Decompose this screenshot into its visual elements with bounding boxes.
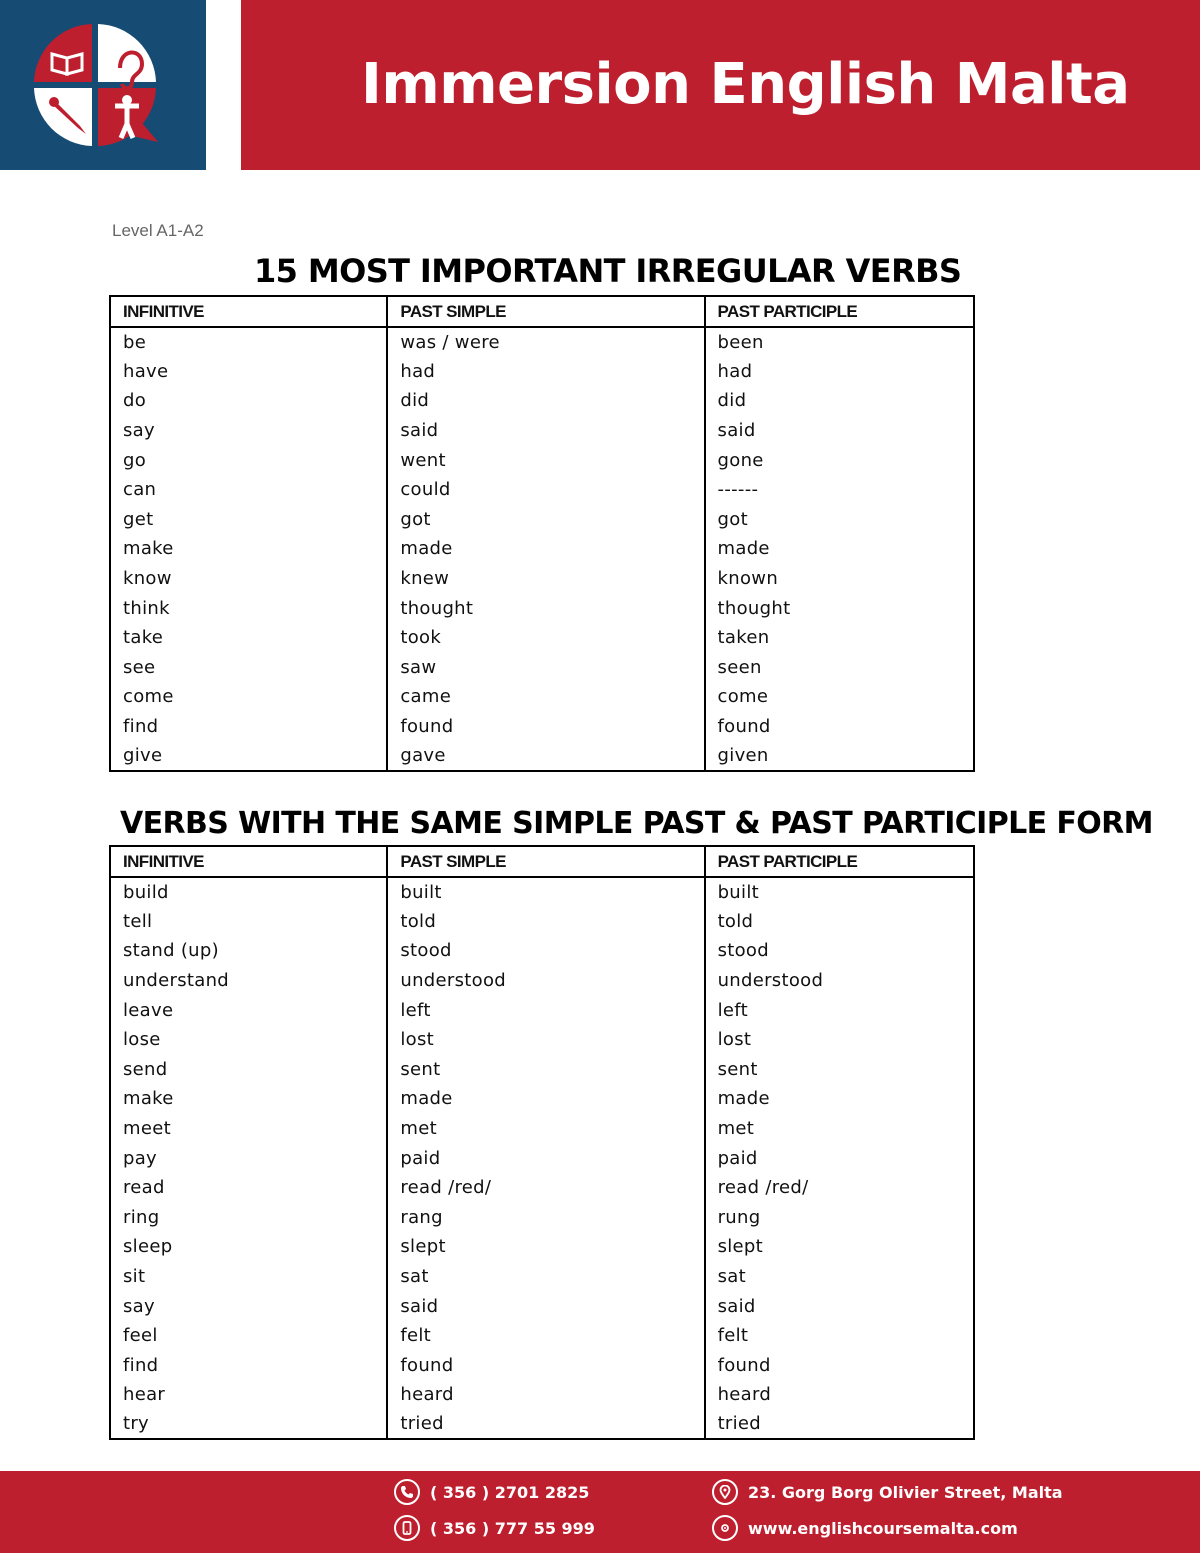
past-participle-cell: seen	[705, 653, 974, 683]
past-simple-cell: read /red/	[387, 1173, 704, 1203]
table-row	[110, 1055, 974, 1085]
past-simple-cell: went	[387, 445, 704, 475]
past-participle-cell: heard	[705, 1380, 974, 1410]
past-simple-cell: gave	[387, 741, 704, 771]
past-participle-cell: said	[705, 416, 974, 446]
footer-mobile	[394, 1515, 595, 1541]
past-participle-cell: got	[705, 505, 974, 535]
past-simple-cell: thought	[387, 593, 704, 623]
infinitive-cell: leave	[110, 995, 387, 1025]
footer	[0, 1471, 1200, 1553]
past-simple-cell: said	[387, 416, 704, 446]
infinitive-cell: send	[110, 1055, 387, 1085]
past-participle-cell: found	[705, 712, 974, 742]
past-simple-cell: slept	[387, 1232, 704, 1262]
table-row	[110, 995, 974, 1025]
infinitive-cell: make	[110, 1084, 387, 1114]
past-participle-cell: did	[705, 386, 974, 416]
infinitive-cell: sleep	[110, 1232, 387, 1262]
past-participle-cell: stood	[705, 936, 974, 966]
table-row	[110, 1380, 974, 1410]
infinitive-cell: say	[110, 1291, 387, 1321]
logo-box	[0, 0, 206, 170]
infinitive-cell: find	[110, 712, 387, 742]
past-participle-cell: known	[705, 564, 974, 594]
section1-title: 15 MOST IMPORTANT IRREGULAR VERBS	[254, 252, 962, 290]
brand-title: Immersion English Malta	[361, 52, 1130, 117]
past-simple-cell: tried	[387, 1410, 704, 1440]
table-row	[110, 623, 974, 653]
past-participle-cell: had	[705, 357, 974, 387]
footer-phone	[394, 1479, 589, 1505]
table-row	[110, 907, 974, 937]
past-simple-cell: lost	[387, 1025, 704, 1055]
past-simple-cell: built	[387, 877, 704, 907]
infinitive-cell: see	[110, 653, 387, 683]
table-row	[110, 1114, 974, 1144]
table-row	[110, 1232, 974, 1262]
past-participle-cell: gone	[705, 445, 974, 475]
globe-icon	[712, 1515, 738, 1541]
past-participle-cell: paid	[705, 1143, 974, 1173]
table-row	[110, 1321, 974, 1351]
past-participle-cell: made	[705, 534, 974, 564]
table-row	[110, 1143, 974, 1173]
past-participle-cell: slept	[705, 1232, 974, 1262]
past-simple-cell: sat	[387, 1262, 704, 1292]
past-simple-cell: came	[387, 682, 704, 712]
header-banner	[241, 0, 1200, 170]
table-row	[110, 327, 974, 357]
past-participle-cell: taken	[705, 623, 974, 653]
past-participle-cell: rung	[705, 1203, 974, 1233]
table-row	[110, 1262, 974, 1292]
infinitive-cell: give	[110, 741, 387, 771]
footer-address	[712, 1479, 1063, 1505]
past-participle-cell: read /red/	[705, 1173, 974, 1203]
level-label: Level A1-A2	[112, 221, 204, 240]
table-row	[110, 877, 974, 907]
past-simple-cell: left	[387, 995, 704, 1025]
table-row	[110, 475, 974, 505]
table-row	[110, 445, 974, 475]
infinitive-cell: go	[110, 445, 387, 475]
past-participle-cell: understood	[705, 966, 974, 996]
column-header-infinitive: INFINITIVE	[110, 846, 387, 877]
past-participle-cell: built	[705, 877, 974, 907]
table-row	[110, 416, 974, 446]
past-simple-cell: understood	[387, 966, 704, 996]
infinitive-cell: make	[110, 534, 387, 564]
infinitive-cell: ring	[110, 1203, 387, 1233]
past-participle-cell: met	[705, 1114, 974, 1144]
past-simple-cell: did	[387, 386, 704, 416]
past-participle-cell: come	[705, 682, 974, 712]
table-row	[110, 1203, 974, 1233]
table-row	[110, 712, 974, 742]
infinitive-cell: have	[110, 357, 387, 387]
past-simple-cell: could	[387, 475, 704, 505]
table-row	[110, 505, 974, 535]
past-simple-cell: made	[387, 1084, 704, 1114]
past-participle-cell: tried	[705, 1410, 974, 1440]
table-row	[110, 593, 974, 623]
table-row	[110, 936, 974, 966]
table-row	[110, 534, 974, 564]
table-row	[110, 1025, 974, 1055]
irregular-verbs-table	[109, 295, 975, 772]
infinitive-cell: lose	[110, 1025, 387, 1055]
past-simple-cell: knew	[387, 564, 704, 594]
past-simple-cell: stood	[387, 936, 704, 966]
past-participle-cell: left	[705, 995, 974, 1025]
past-simple-cell: told	[387, 907, 704, 937]
table-body	[110, 877, 974, 1439]
infinitive-cell: sit	[110, 1262, 387, 1292]
phone-icon	[394, 1479, 420, 1505]
address-text: 23. Gorg Borg Olivier Street, Malta	[748, 1482, 1063, 1502]
mobile-number[interactable]: ( 356 ) 777 55 999	[430, 1518, 595, 1538]
past-participle-cell: sat	[705, 1262, 974, 1292]
infinitive-cell: hear	[110, 1380, 387, 1410]
past-simple-cell: said	[387, 1291, 704, 1321]
past-simple-cell: made	[387, 534, 704, 564]
table-row	[110, 386, 974, 416]
infinitive-cell: get	[110, 505, 387, 535]
past-simple-cell: rang	[387, 1203, 704, 1233]
past-participle-cell: said	[705, 1291, 974, 1321]
past-participle-cell: told	[705, 907, 974, 937]
table-row	[110, 564, 974, 594]
past-participle-cell: been	[705, 327, 974, 357]
table-row	[110, 1173, 974, 1203]
column-header-past-simple: PAST SIMPLE	[387, 296, 704, 327]
footer-website	[712, 1515, 1018, 1541]
past-simple-cell: had	[387, 357, 704, 387]
infinitive-cell: come	[110, 682, 387, 712]
school-logo	[20, 18, 170, 158]
past-simple-cell: was / were	[387, 327, 704, 357]
table-row	[110, 1084, 974, 1114]
infinitive-cell: find	[110, 1351, 387, 1381]
infinitive-cell: can	[110, 475, 387, 505]
past-participle-cell: thought	[705, 593, 974, 623]
table-row	[110, 653, 974, 683]
infinitive-cell: tell	[110, 907, 387, 937]
past-participle-cell: sent	[705, 1055, 974, 1085]
past-participle-cell: found	[705, 1351, 974, 1381]
past-simple-cell: heard	[387, 1380, 704, 1410]
infinitive-cell: do	[110, 386, 387, 416]
location-pin-icon	[712, 1479, 738, 1505]
table-row	[110, 1351, 974, 1381]
column-header-past-participle: PAST PARTICIPLE	[705, 296, 974, 327]
table-header-row	[110, 296, 974, 327]
infinitive-cell: say	[110, 416, 387, 446]
past-simple-cell: found	[387, 1351, 704, 1381]
infinitive-cell: feel	[110, 1321, 387, 1351]
column-header-past-participle: PAST PARTICIPLE	[705, 846, 974, 877]
section2-title: VERBS WITH THE SAME SIMPLE PAST & PAST PARTICIPLE FORM	[120, 806, 1153, 841]
past-simple-cell: saw	[387, 653, 704, 683]
table-header-row	[110, 846, 974, 877]
column-header-past-simple: PAST SIMPLE	[387, 846, 704, 877]
website-link[interactable]: www.englishcoursemalta.com	[748, 1518, 1018, 1538]
infinitive-cell: know	[110, 564, 387, 594]
infinitive-cell: understand	[110, 966, 387, 996]
infinitive-cell: be	[110, 327, 387, 357]
past-simple-cell: got	[387, 505, 704, 535]
infinitive-cell: stand (up)	[110, 936, 387, 966]
table-row	[110, 1291, 974, 1321]
table-row	[110, 1410, 974, 1440]
past-simple-cell: met	[387, 1114, 704, 1144]
infinitive-cell: pay	[110, 1143, 387, 1173]
past-participle-cell: ------	[705, 475, 974, 505]
past-simple-cell: took	[387, 623, 704, 653]
table-row	[110, 966, 974, 996]
infinitive-cell: try	[110, 1410, 387, 1440]
infinitive-cell: build	[110, 877, 387, 907]
past-simple-cell: found	[387, 712, 704, 742]
table-row	[110, 682, 974, 712]
infinitive-cell: take	[110, 623, 387, 653]
table-row	[110, 741, 974, 771]
phone-number[interactable]: ( 356 ) 2701 2825	[430, 1482, 590, 1502]
past-participle-cell: lost	[705, 1025, 974, 1055]
past-simple-cell: sent	[387, 1055, 704, 1085]
past-participle-cell: given	[705, 741, 974, 771]
past-simple-cell: felt	[387, 1321, 704, 1351]
table-body	[110, 327, 974, 771]
infinitive-cell: read	[110, 1173, 387, 1203]
same-form-verbs-table	[109, 845, 975, 1440]
column-header-infinitive: INFINITIVE	[110, 296, 387, 327]
past-simple-cell: paid	[387, 1143, 704, 1173]
infinitive-cell: think	[110, 593, 387, 623]
table-row	[110, 357, 974, 387]
mobile-icon	[394, 1515, 420, 1541]
infinitive-cell: meet	[110, 1114, 387, 1144]
past-participle-cell: felt	[705, 1321, 974, 1351]
past-participle-cell: made	[705, 1084, 974, 1114]
